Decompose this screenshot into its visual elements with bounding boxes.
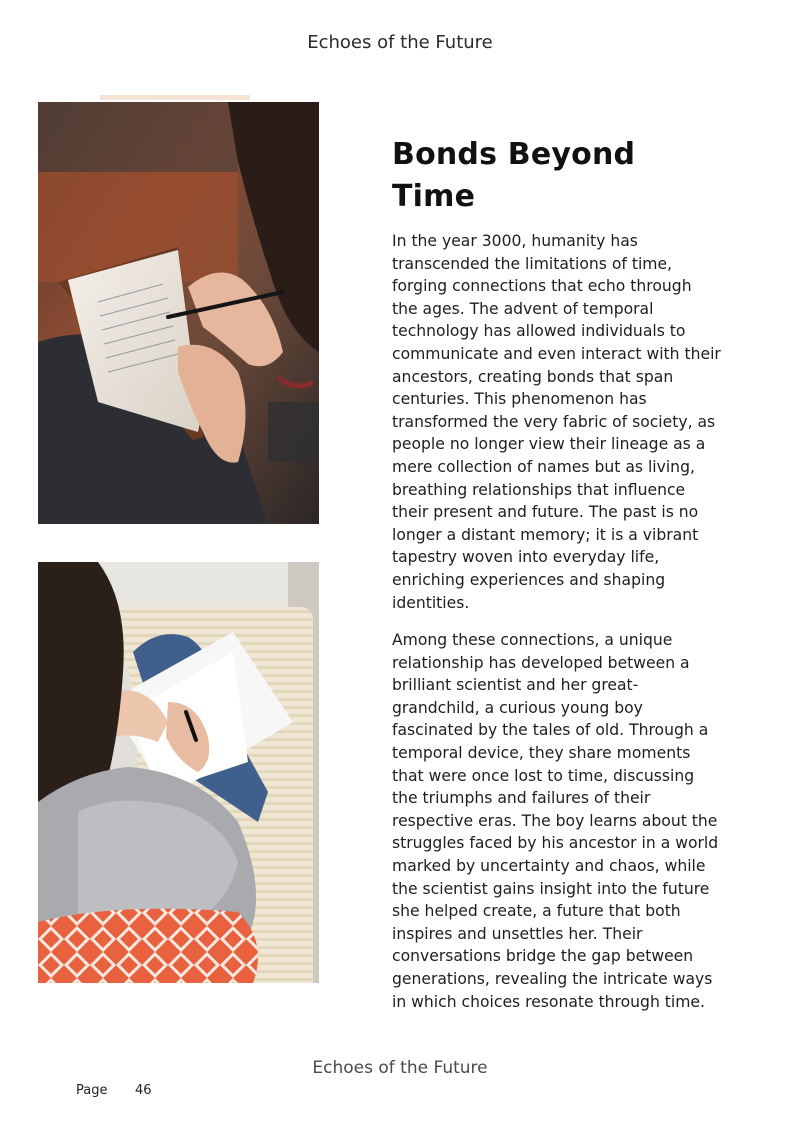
footer-title: Echoes of the Future bbox=[312, 1058, 488, 1078]
article-paragraph: In the year 3000, humanity has transcended the limitations of time, forging connections that echo through the ages. The advent of temporal technology has allowed individuals to communicate and even interact with their ancestors, creating bonds that span centuries. This phenomenon has transformed the very fabric of society, as people no longer view their lineage as a mere collection of names but as living, breathing relationships that influence their present and future. The past is no longer a distant memory; it is a vibrant tapestry woven into everyday life, enriching experiences and shaping identities. bbox=[392, 232, 721, 612]
page-number: 46 bbox=[135, 1083, 152, 1098]
article-title: Bonds Beyond Time bbox=[392, 137, 636, 214]
page-label: Page bbox=[76, 1083, 108, 1098]
page-header-title: Echoes of the Future bbox=[307, 32, 493, 53]
accent-bar bbox=[100, 95, 250, 100]
article-paragraph: Among these connections, a unique relationship has developed between a brilliant scientist and her great-grandchild, a curious young boy fascinated by the tales of old. Through a temporal device, they share moments that were once lost to time, discussing the triumphs and failures of their respective eras. The boy learns about the struggles faced by his ancestor in a world marked by uncertainty and chaos, while the scientist gains insight into the future she helped create, a future that both inspires and unsettles her. Their conversations bridge the gap between generations, revealing the intricate ways in which choices resonate through time. bbox=[392, 631, 719, 1011]
photo-writing-in-notebook bbox=[38, 102, 319, 524]
article bbox=[392, 134, 722, 1028]
photo-writing-on-couch bbox=[38, 562, 319, 983]
